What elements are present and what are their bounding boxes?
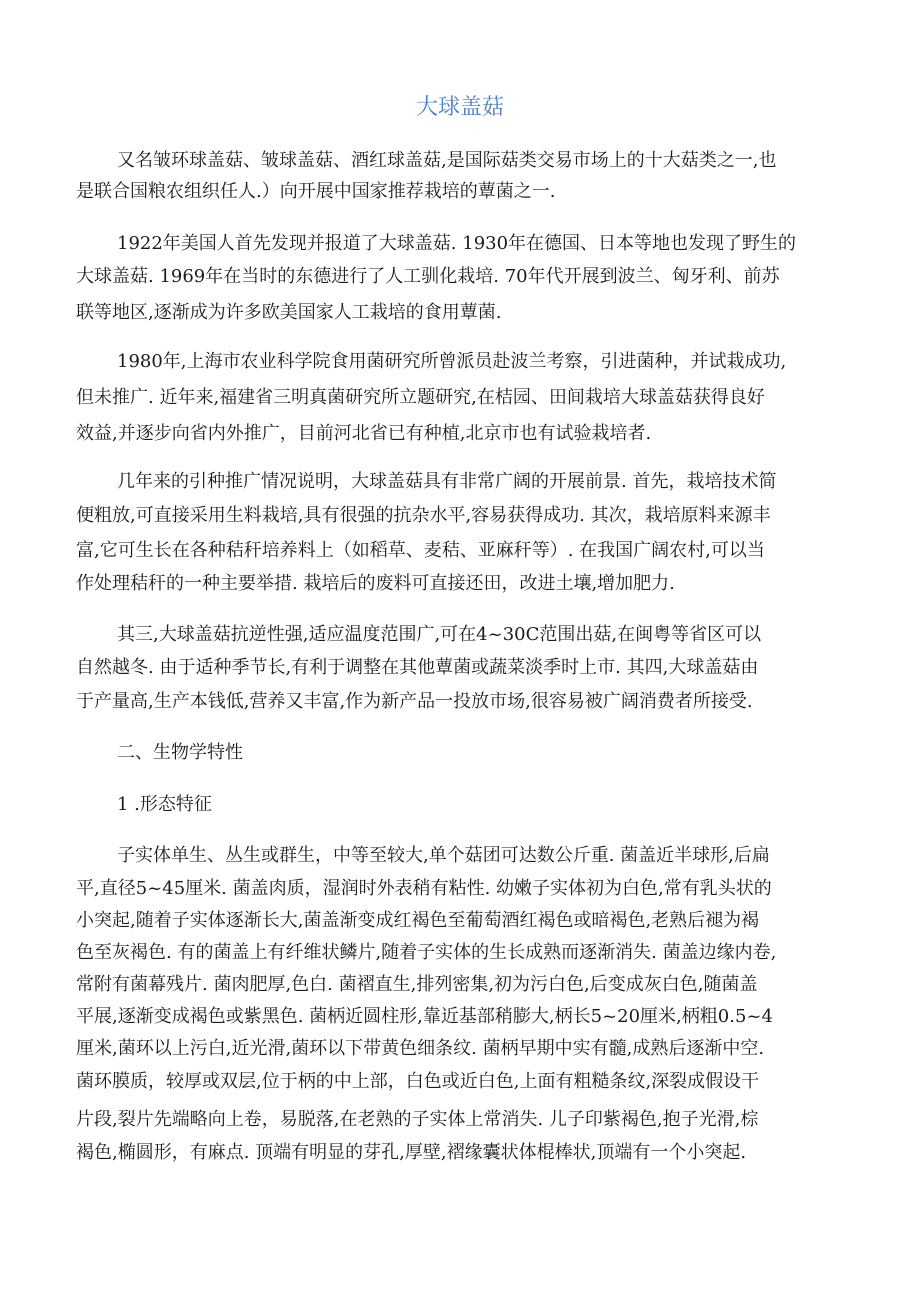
text-line: 片段,裂片先端略向上卷，易脱落,在老熟的子实体上常消失. 儿子印紫褐色,抱子光滑,棕 xyxy=(76,1109,759,1130)
text-line: 小突起,随着子实体逐渐长大,菌盖渐变成红褐色至葡萄酒红褐色或暗褐色,老熟后褪为褐 xyxy=(76,910,760,931)
text-line: 厘米,菌环以上污白,近光滑,菌环以下带黄色细条纹. 菌柄早期中实有髓,成熟后逐渐中空. xyxy=(76,1038,765,1059)
text-line: 富,它可生长在各种秸秆培养料上（如稻草、麦秸、亚麻秆等）. 在我国广阔农村,可以当 xyxy=(76,540,765,561)
text-line: 色至灰褐色. 有的菌盖上有纤维状鳞片,随着子实体的生长成熟而逐渐消失. 菌盖边缘内卷, xyxy=(76,942,777,963)
text-line: 效益,并逐步向省内外推广，目前河北省已有种植,北京市也有试验栽培者. xyxy=(76,423,652,444)
subsection-heading: 1 .形态特征 xyxy=(117,794,212,815)
text-line: 褐色,椭圆形，有麻点. 顶端有明显的芽孔,厚壁,褶缘囊状体棍棒状,顶端有一个小突起. xyxy=(76,1142,747,1163)
section-heading: 二、生物学特性 xyxy=(117,742,243,763)
text-line: 平,直径5~45厘米. 菌盖肉质，湿润时外表稍有粘性. 幼嫩子实体初为白色,常有乳头状的 xyxy=(76,878,772,899)
text-line: 常附有菌幕残片. 菌肉肥厚,色白. 菌褶直生,排列密集,初为污白色,后变成灰白色,随菌盖 xyxy=(76,974,758,995)
text-line: 几年来的引种推广情况说明，大球盖菇具有非常广阔的开展前景. 首先，栽培技术简 xyxy=(117,471,777,492)
text-line: 自然越冬. 由于适种季节长,有利于调整在其他蕈菌或蔬菜淡季时上市. 其四,大球盖菇由 xyxy=(76,657,759,678)
text-line: 联等地区,逐渐成为许多欧美国家人工栽培的食用蕈菌. xyxy=(76,302,502,323)
text-line: 1922年美国人首先发现并报道了大球盖菇. 1930年在德国、日本等地也发现了野生的 xyxy=(117,233,797,254)
text-line: 其三,大球盖菇抗逆性强,适应温度范围广,可在4~30C范围出菇,在闽粤等省区可以 xyxy=(117,624,762,645)
document-title: 大球盖菇 xyxy=(415,95,504,120)
text-line: 但未推广. 近年来,福建省三明真菌研究所立题研究,在桔园、田间栽培大球盖菇获得良好 xyxy=(76,387,765,408)
text-line: 1980年,上海市农业科学院食用菌研究所曾派员赴波兰考察，引进菌种，并试栽成功, xyxy=(117,351,787,372)
text-line: 菌环膜质，较厚或双层,位于柄的中上部，白色或近白色,上面有粗糙条纹,深裂成假设干 xyxy=(76,1071,760,1092)
text-line: 便粗放,可直接采用生料栽培,具有很强的抗杂水平,容易获得成功. 其次，栽培原料来源丰 xyxy=(76,505,771,526)
text-line: 大球盖菇. 1969年在当时的东德进行了人工驯化栽培. 70年代开展到波兰、匈牙利、前苏 xyxy=(76,266,780,287)
text-line: 作处理秸秆的一种主要举措. 栽培后的废料可直接还田，改进土壤,增加肥力. xyxy=(76,573,675,594)
text-line: 子实体单生、丛生或群生，中等至较大,单个菇团可达数公斤重. 菌盖近半球形,后扁 xyxy=(117,845,770,866)
text-line: 平展,逐渐变成褐色或紫黑色. 菌柄近圆柱形,靠近基部稍膨大,柄长5~20厘米,柄粗0.5~4 xyxy=(76,1006,773,1027)
text-line: 于产量高,生产本钱低,营养又丰富,作为新产品一投放市场,很容易被广阔消费者所接受. xyxy=(76,691,753,712)
text-line: 是联合国粮农组织任人.）向开展中国家推荐栽培的蕈菌之一. xyxy=(76,181,556,202)
text-line: 又名皱环球盖菇、皱球盖菇、酒红球盖菇,是国际菇类交易市场上的十大菇类之一,也 xyxy=(117,150,777,171)
